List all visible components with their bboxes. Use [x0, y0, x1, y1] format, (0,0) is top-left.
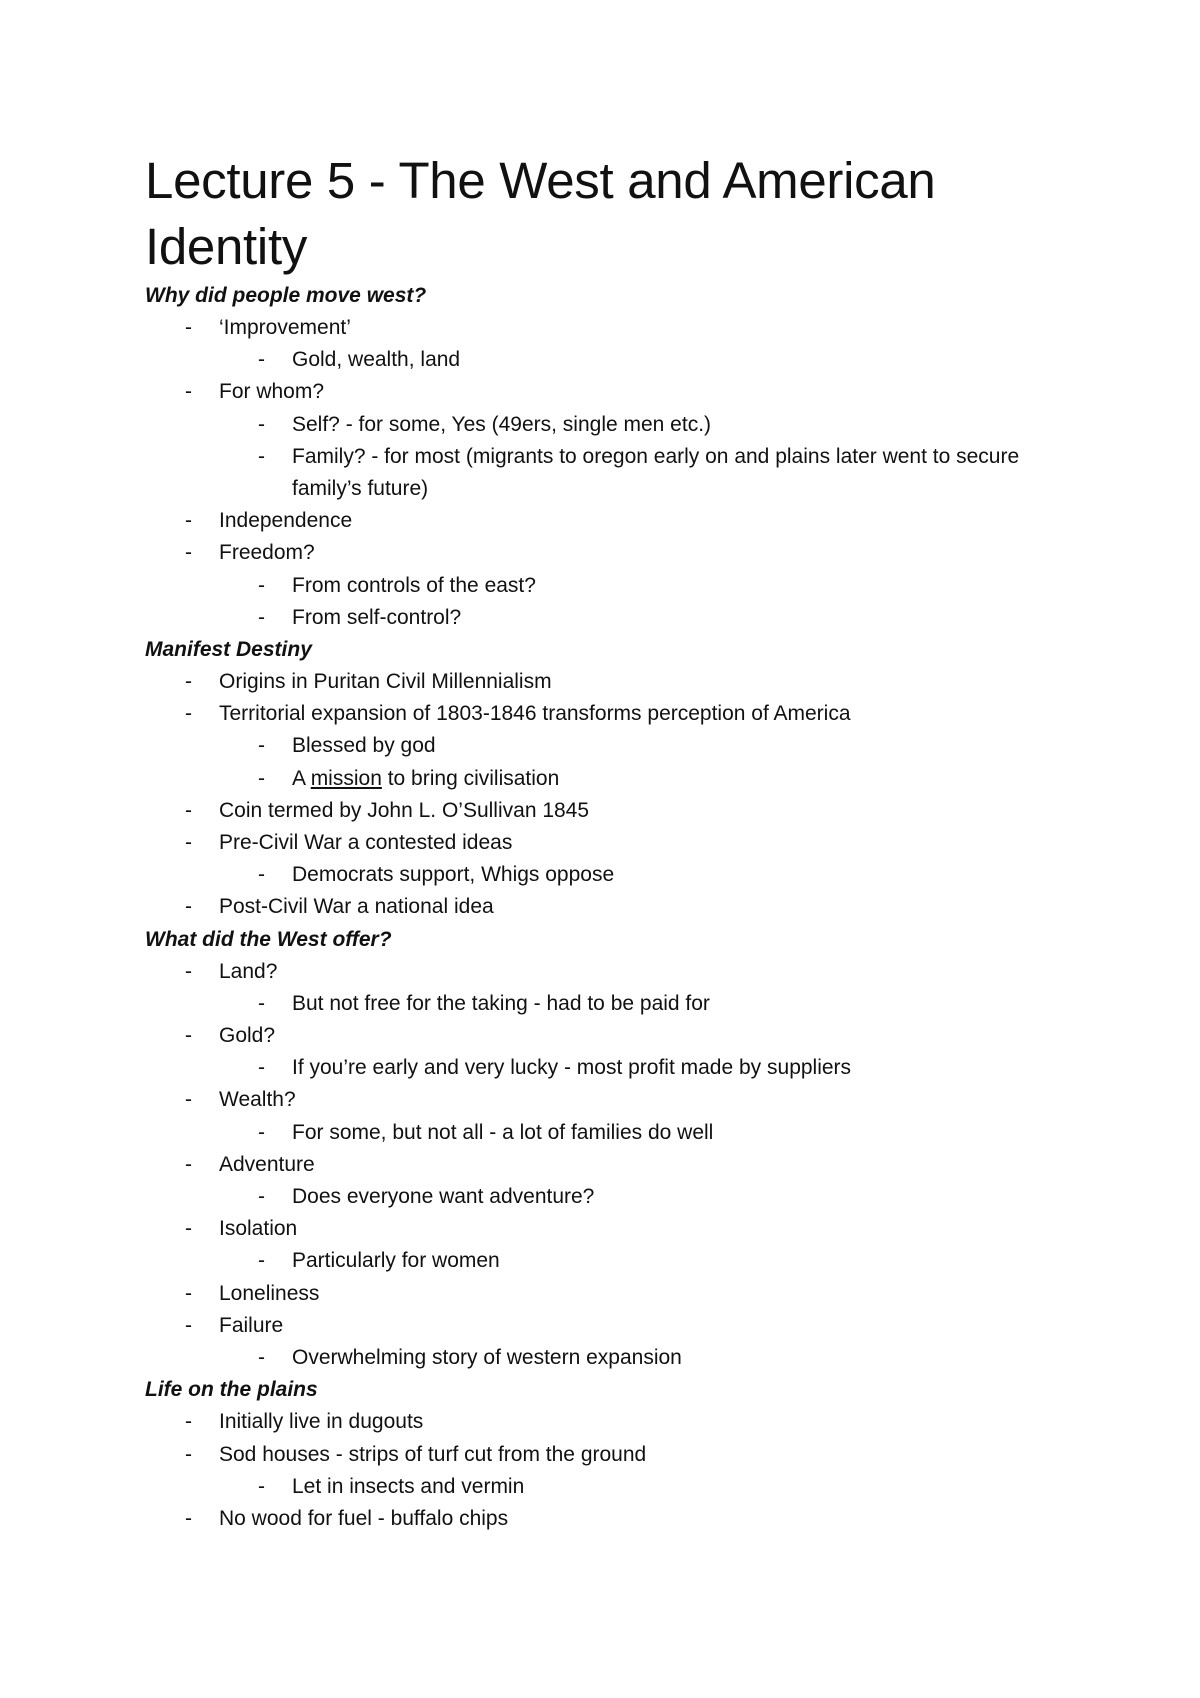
list-item: - Origins in Puritan Civil Millennialism — [185, 670, 552, 694]
list-item: - From self-control? — [258, 605, 462, 629]
section-heading: What did the West offer? — [145, 927, 392, 951]
list-item: - Post-Civil War a national idea — [185, 895, 494, 919]
list-item: - A mission to bring civilisation — [258, 766, 560, 790]
list-item: - For whom? — [185, 380, 325, 404]
section-why-move-west — [145, 280, 1085, 634]
page-title: Lecture 5 - The West and American Identity — [145, 152, 936, 275]
list-item: - Wealth? — [185, 1088, 296, 1112]
list-item: - Particularly for women — [258, 1249, 500, 1273]
list-item: - Blessed by god — [258, 734, 436, 758]
document-page — [145, 148, 1085, 1535]
section-what-west-offer — [145, 924, 1085, 1375]
list-item: - Let in insects and vermin — [258, 1474, 525, 1498]
list-item: - Gold, wealth, land — [258, 348, 461, 372]
list-item: - But not free for the taking - had to be paid for — [258, 991, 710, 1015]
list-item: - Family? - for most (migrants to oregon early on and plains later went to secure family’s future) — [258, 444, 1020, 501]
underlined-word: mission — [310, 766, 382, 790]
list-item: - For some, but not all - a lot of families do well — [258, 1120, 714, 1144]
section-heading: Why did people move west? — [145, 284, 427, 307]
list-item: - Loneliness — [185, 1281, 320, 1305]
list-item: - Freedom? — [185, 541, 315, 565]
section-life-on-plains — [145, 1374, 1085, 1535]
list-item: - Adventure — [185, 1152, 315, 1176]
list-item: - Coin termed by John L. O’Sullivan 1845 — [185, 798, 590, 822]
list-item: - Failure — [185, 1313, 284, 1337]
list-item: - Overwhelming story of western expansion — [258, 1346, 682, 1370]
list-item: - Does everyone want adventure? — [258, 1185, 595, 1209]
list-item: - Sod houses - strips of turf cut from the ground — [185, 1442, 647, 1466]
list-item: - Gold? — [185, 1024, 276, 1048]
list-item: - Self? - for some, Yes (49ers, single men etc.) — [258, 412, 712, 436]
list-item: - Territorial expansion of 1803-1846 transforms perception of America — [185, 702, 851, 726]
list-item: - Independence — [185, 509, 353, 533]
section-heading: Manifest Destiny — [145, 638, 312, 662]
list-item: - Land? — [185, 959, 278, 983]
list-item: - From controls of the east? — [258, 573, 536, 597]
list-item: - Democrats support, Whigs oppose — [258, 863, 615, 887]
section-heading: Life on the plains — [145, 1378, 318, 1402]
list-item: - If you’re early and very lucky - most profit made by suppliers — [258, 1056, 852, 1080]
list-item: - Pre-Civil War a contested ideas — [185, 831, 513, 855]
list-item: - Isolation — [185, 1217, 298, 1241]
list-item: - ‘Improvement’ — [185, 316, 351, 339]
section-manifest-destiny — [145, 634, 1085, 924]
list-item: - No wood for fuel - buffalo chips — [185, 1506, 509, 1530]
list-item: - Initially live in dugouts — [185, 1410, 424, 1434]
